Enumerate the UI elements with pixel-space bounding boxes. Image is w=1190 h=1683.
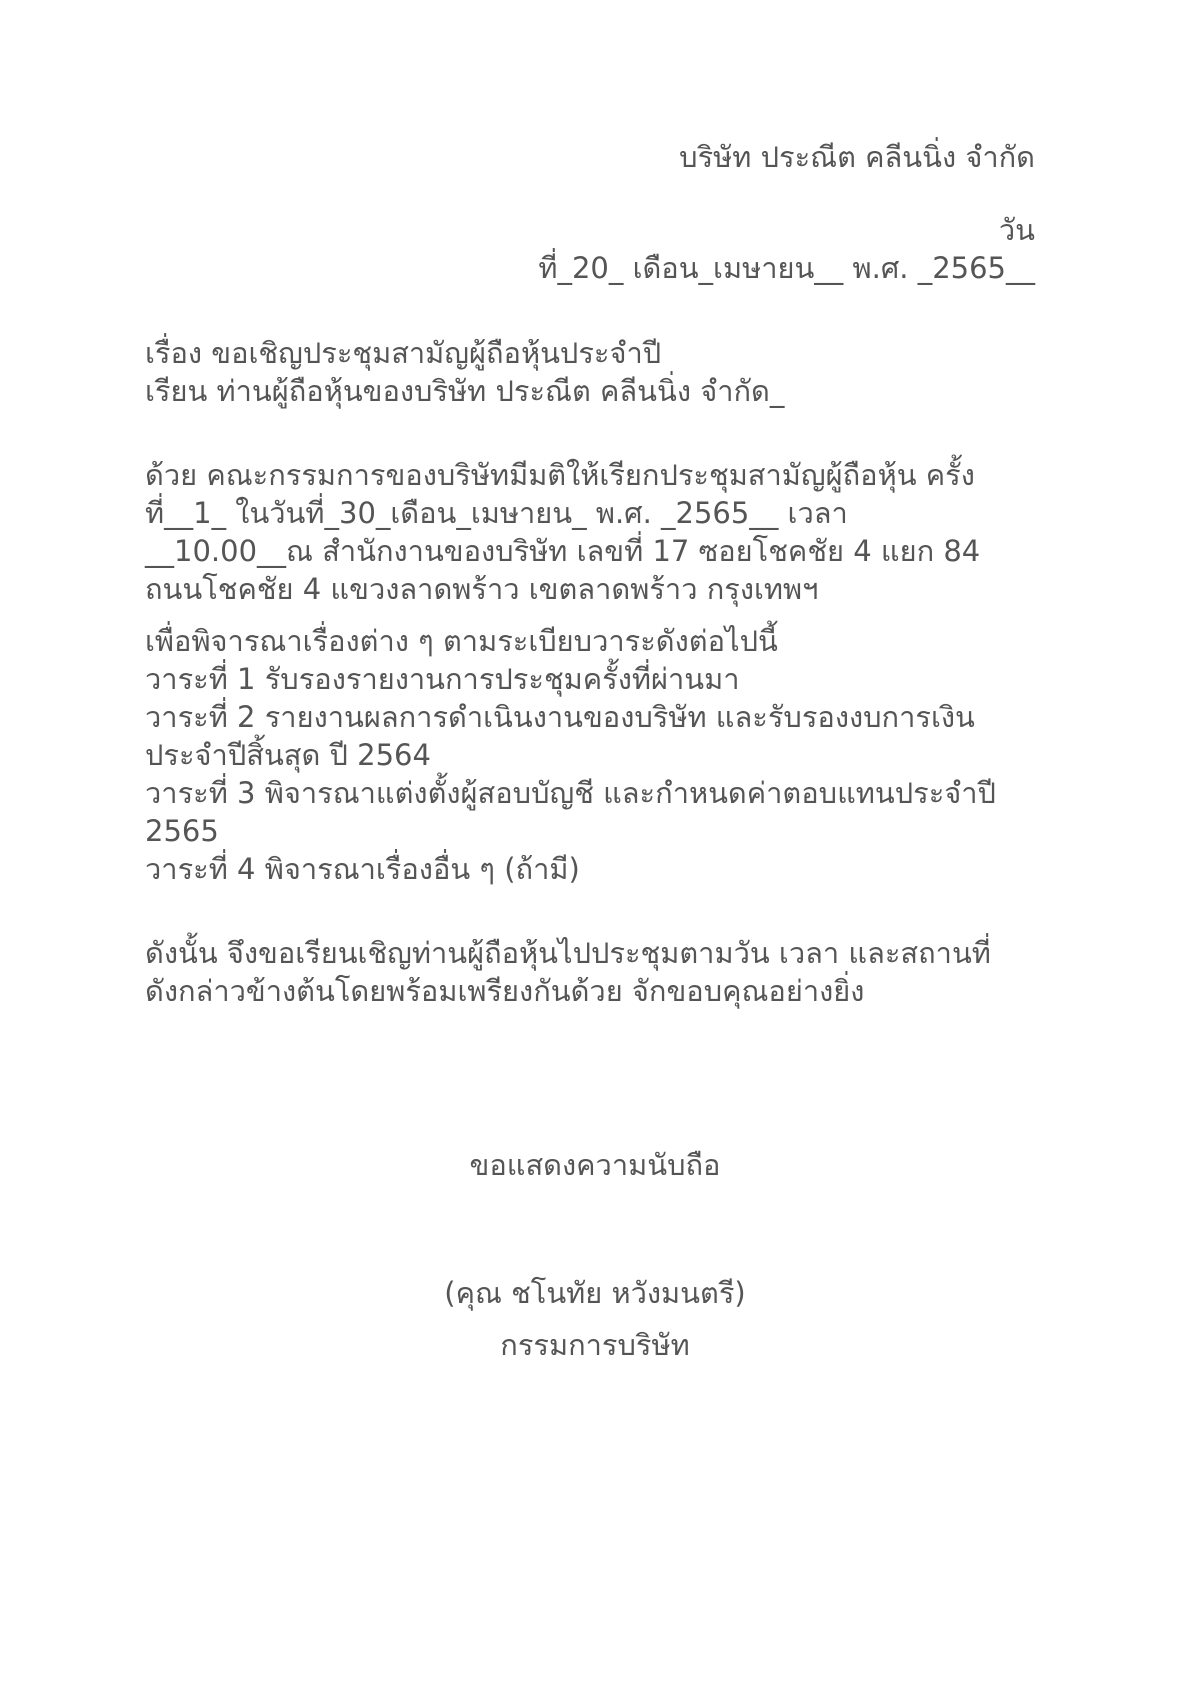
closing-line: ดังนั้น จึงขอเรียนเชิญท่านผู้ถือหุ้นไปประชุมตามวัน เวลา และสถานที่ xyxy=(145,936,991,970)
closing-line: ดังกล่าวข้างต้นโดยพร้อมเพรียงกันด้วย จักขอบคุณอย่างยิ่ง xyxy=(145,974,865,1008)
agenda-intro: เพื่อพิจารณาเรื่องต่าง ๆ ตามระเบียบวาระดังต่อไปนี้ xyxy=(145,624,778,658)
intro-line: ด้วย คณะกรรมการของบริษัทมีมติให้เรียกประชุมสามัญผู้ถือหุ้น ครั้ง xyxy=(145,458,975,492)
agenda-item: วาระที่ 4 พิจารณาเรื่องอื่น ๆ (ถ้ามี) xyxy=(145,852,580,886)
intro-line: ถนนโชคชัย 4 แขวงลาดพร้าว เขตลาดพร้าว กรุงเทพฯ xyxy=(145,572,819,606)
salutation: ขอแสดงความนับถือ xyxy=(469,1148,721,1182)
date-line: ที่_20_ เดือน_เมษายน__ พ.ศ. _2565__ xyxy=(538,251,1035,285)
intro-line: ที่__1_ ในวันที่_30_เดือน_เมษายน_ พ.ศ. _2565__ เวลา xyxy=(145,496,848,530)
signer-title: กรรมการบริษัท xyxy=(500,1328,690,1362)
agenda-item: วาระที่ 1 รับรองรายงานการประชุมครั้งที่ผ่านมา xyxy=(145,662,740,696)
subject-line: เรื่อง ขอเชิญประชุมสามัญผู้ถือหุ้นประจำปี xyxy=(145,336,662,370)
intro-line: __10.00__ณ สำนักงานของบริษัท เลขที่ 17 ซอยโชคชัย 4 แยก 84 xyxy=(145,534,981,568)
agenda-item: วาระที่ 2 รายงานผลการดำเนินงานของบริษัท และรับรองงบการเงิน xyxy=(145,700,975,734)
agenda-item-continued: ประจำปีสิ้นสุด ปี 2564 xyxy=(145,738,431,772)
date-label: วัน xyxy=(998,213,1035,247)
agenda-item: วาระที่ 3 พิจารณาแต่งตั้งผู้สอบบัญชี และกำหนดค่าตอบแทนประจำปี xyxy=(145,776,996,810)
agenda-item-continued: 2565 xyxy=(145,814,219,848)
company-name: บริษัท ประณีต คลีนนิ่ง จำกัด xyxy=(679,140,1035,174)
signer-name: (คุณ ชโนทัย หวังมนตรี) xyxy=(444,1276,746,1310)
recipient-line: เรียน ท่านผู้ถือหุ้นของบริษัท ประณีต คลีนนิ่ง จำกัด_ xyxy=(145,374,785,408)
